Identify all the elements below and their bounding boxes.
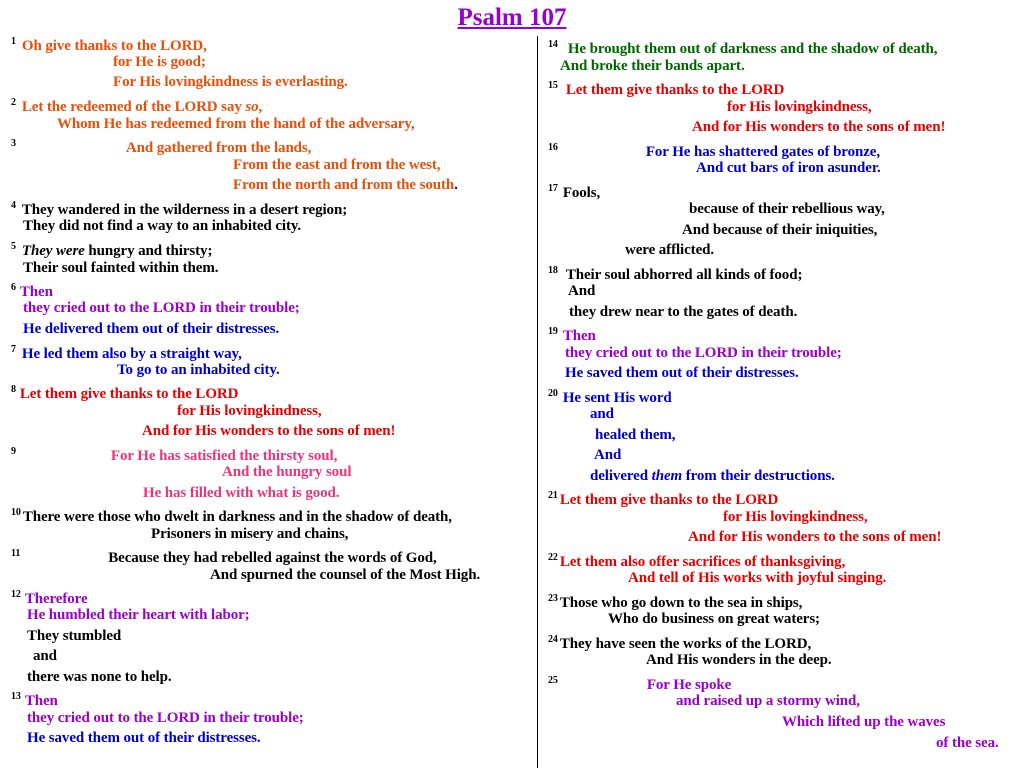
- verse-text: from their destructions.: [682, 468, 835, 484]
- verse-16-line-2: And cut bars of iron asunder.: [696, 160, 881, 176]
- verse-15-line-3: And for His wonders to the sons of men!: [692, 119, 946, 135]
- verse-number: 15: [548, 80, 558, 91]
- verse-1-line-2: for He is good;: [113, 54, 206, 70]
- verse-19-line-3: He saved them out of their distresses.: [565, 365, 799, 381]
- verse-text: Let them give thanks to the LORD: [559, 492, 779, 508]
- verse-12-line-5: there was none to help.: [27, 669, 172, 685]
- verse-text: Therefore: [24, 591, 88, 607]
- verse-text: Their soul abhorred all kinds of food;: [565, 267, 803, 283]
- verse-1-line-3: For His lovingkindness is everlasting.: [113, 74, 348, 90]
- verse-21-line-3: And for His wonders to the sons of men!: [688, 529, 942, 545]
- verse-21-line-2: for His lovingkindness,: [723, 509, 868, 525]
- verse-text: Because they had rebelled against the words of God,: [108, 550, 437, 566]
- verse-number: 13: [11, 691, 21, 702]
- verse-number: 18: [548, 265, 558, 276]
- verse-text: Those who go down to the sea in ships,: [559, 595, 803, 611]
- verse-9-line-3: He has filled with what is good.: [143, 485, 340, 501]
- verse-25-line-4: of the sea.: [936, 735, 999, 751]
- verse-number: 25: [548, 675, 558, 686]
- verse-25-line-2: and raised up a stormy wind,: [676, 693, 860, 709]
- verse-text: ,: [258, 99, 263, 115]
- verse-12-line-4: and: [33, 648, 57, 664]
- verse-text: They have seen the works of the LORD,: [559, 636, 812, 652]
- verse-number: 4: [11, 200, 16, 211]
- verse-18-line-2: And: [568, 283, 596, 299]
- verse-12-line-3: They stumbled: [27, 628, 122, 644]
- verse-number: 3: [11, 138, 16, 149]
- verse-text-italic: them: [651, 468, 683, 484]
- verse-13-line-3: He saved them out of their distresses.: [27, 730, 261, 746]
- verse-22-line-2: And tell of His works with joyful singing.: [628, 570, 887, 586]
- verse-number: 2: [11, 97, 16, 108]
- verse-text: From the north and from the south: [233, 177, 455, 193]
- verse-6-line-2: they cried out to the LORD in their trouble;: [23, 300, 300, 316]
- verse-text: There were those who dwelt in darkness and in the shadow of death,: [22, 509, 452, 525]
- verse-12-line-2: He humbled their heart with labor;: [27, 607, 250, 623]
- verse-number: 17: [548, 183, 558, 194]
- verse-19-line-2: they cried out to the LORD in their trouble;: [565, 345, 842, 361]
- verse-18-line-3: they drew near to the gates of death.: [569, 304, 798, 320]
- verse-text: And gathered from the lands,: [125, 140, 312, 156]
- verse-20-line-5: [590, 466, 835, 486]
- verse-text: He brought them out of darkness and the shadow of death,: [567, 41, 938, 57]
- verse-text: Then: [19, 284, 53, 300]
- page-title: Psalm 107: [457, 4, 567, 31]
- verse-number: 7: [11, 344, 16, 355]
- verse-text: delivered: [590, 468, 652, 484]
- verse-4-line-2: They did not find a way to an inhabited city.: [23, 218, 302, 234]
- verse-17-line-4: were afflicted.: [625, 242, 715, 258]
- verse-number: 11: [11, 548, 21, 559]
- verse-text-italic: They were: [21, 243, 85, 259]
- verse-number: 1: [11, 36, 16, 47]
- verse-number: 20: [548, 388, 558, 399]
- verse-10-line-2: Prisoners in misery and chains,: [151, 526, 349, 542]
- verse-text: For He has shattered gates of bronze,: [645, 144, 881, 160]
- verse-number: 21: [548, 490, 558, 501]
- verse-14-line-2: And broke their bands apart.: [560, 58, 745, 74]
- verse-text: hungry and thirsty;: [84, 243, 213, 259]
- verse-7-line-2: To go to an inhabited city.: [117, 362, 280, 378]
- verse-text: Oh give thanks to the LORD,: [21, 38, 207, 54]
- verse-13-line-2: they cried out to the LORD in their trouble;: [27, 710, 304, 726]
- verse-6-line-3: He delivered them out of their distresses.: [23, 321, 280, 337]
- verse-number: 19: [548, 326, 558, 337]
- verse-20-line-3: healed them,: [595, 427, 676, 443]
- verse-text: Let the redeemed of the LORD say: [21, 99, 246, 115]
- verse-24-line-2: And His wonders in the deep.: [646, 652, 832, 668]
- verse-text: Then: [24, 693, 58, 709]
- verse-number: 16: [548, 142, 558, 153]
- verse-20-line-4: And: [594, 447, 622, 463]
- verse-3-line-2: From the east and from the west,: [233, 157, 441, 173]
- verse-text: For He spoke: [646, 677, 732, 693]
- verse-number: 24: [548, 634, 558, 645]
- verse-17-line-3: And because of their iniquities,: [682, 222, 878, 238]
- verse-text: Let them also offer sacrifices of thanksgiving,: [559, 554, 846, 570]
- verse-8-line-3: And for His wonders to the sons of men!: [142, 423, 396, 439]
- verse-text: .: [454, 177, 458, 193]
- verse-number: 10: [11, 507, 21, 518]
- verse-17-line-1: [548, 179, 600, 203]
- verse-text: He led them also by a straight way,: [21, 346, 242, 362]
- verse-5-line-2: Their soul fainted within them.: [23, 260, 219, 276]
- verse-23-line-2: Who do business on great waters;: [608, 611, 820, 627]
- verse-20-line-2: and: [590, 406, 614, 422]
- verse-9-line-2: And the hungry soul: [222, 464, 352, 480]
- verse-text: For He has satisfied the thirsty soul,: [110, 448, 338, 464]
- verse-text: Let them give thanks to the LORD: [19, 386, 239, 402]
- verse-11-line-2: And spurned the counsel of the Most High.: [210, 567, 481, 583]
- verse-text: Fools,: [562, 185, 601, 201]
- verse-2-line-2: Whom He has redeemed from the hand of the adversary,: [57, 116, 415, 132]
- verse-number: 8: [11, 384, 16, 395]
- verse-text: He sent His word: [562, 390, 672, 406]
- verse-number: 12: [11, 589, 21, 600]
- verse-17-line-2: because of their rebellious way,: [689, 201, 885, 217]
- verse-text: Then: [562, 328, 596, 344]
- verse-text-italic: so: [245, 99, 259, 115]
- verse-number: 23: [548, 593, 558, 604]
- verse-number: 14: [548, 39, 558, 50]
- verse-number: 5: [11, 241, 16, 252]
- verse-8-line-2: for His lovingkindness,: [177, 403, 322, 419]
- verse-text: They wandered in the wilderness in a desert region;: [21, 202, 348, 218]
- verse-number: 22: [548, 552, 558, 563]
- verse-number: 6: [11, 282, 16, 293]
- verse-25-line-3: Which lifted up the waves: [782, 714, 946, 730]
- verse-number: 9: [11, 446, 16, 457]
- verse-text: Let them give thanks to the LORD: [565, 82, 785, 98]
- verse-15-line-2: for His lovingkindness,: [727, 99, 872, 115]
